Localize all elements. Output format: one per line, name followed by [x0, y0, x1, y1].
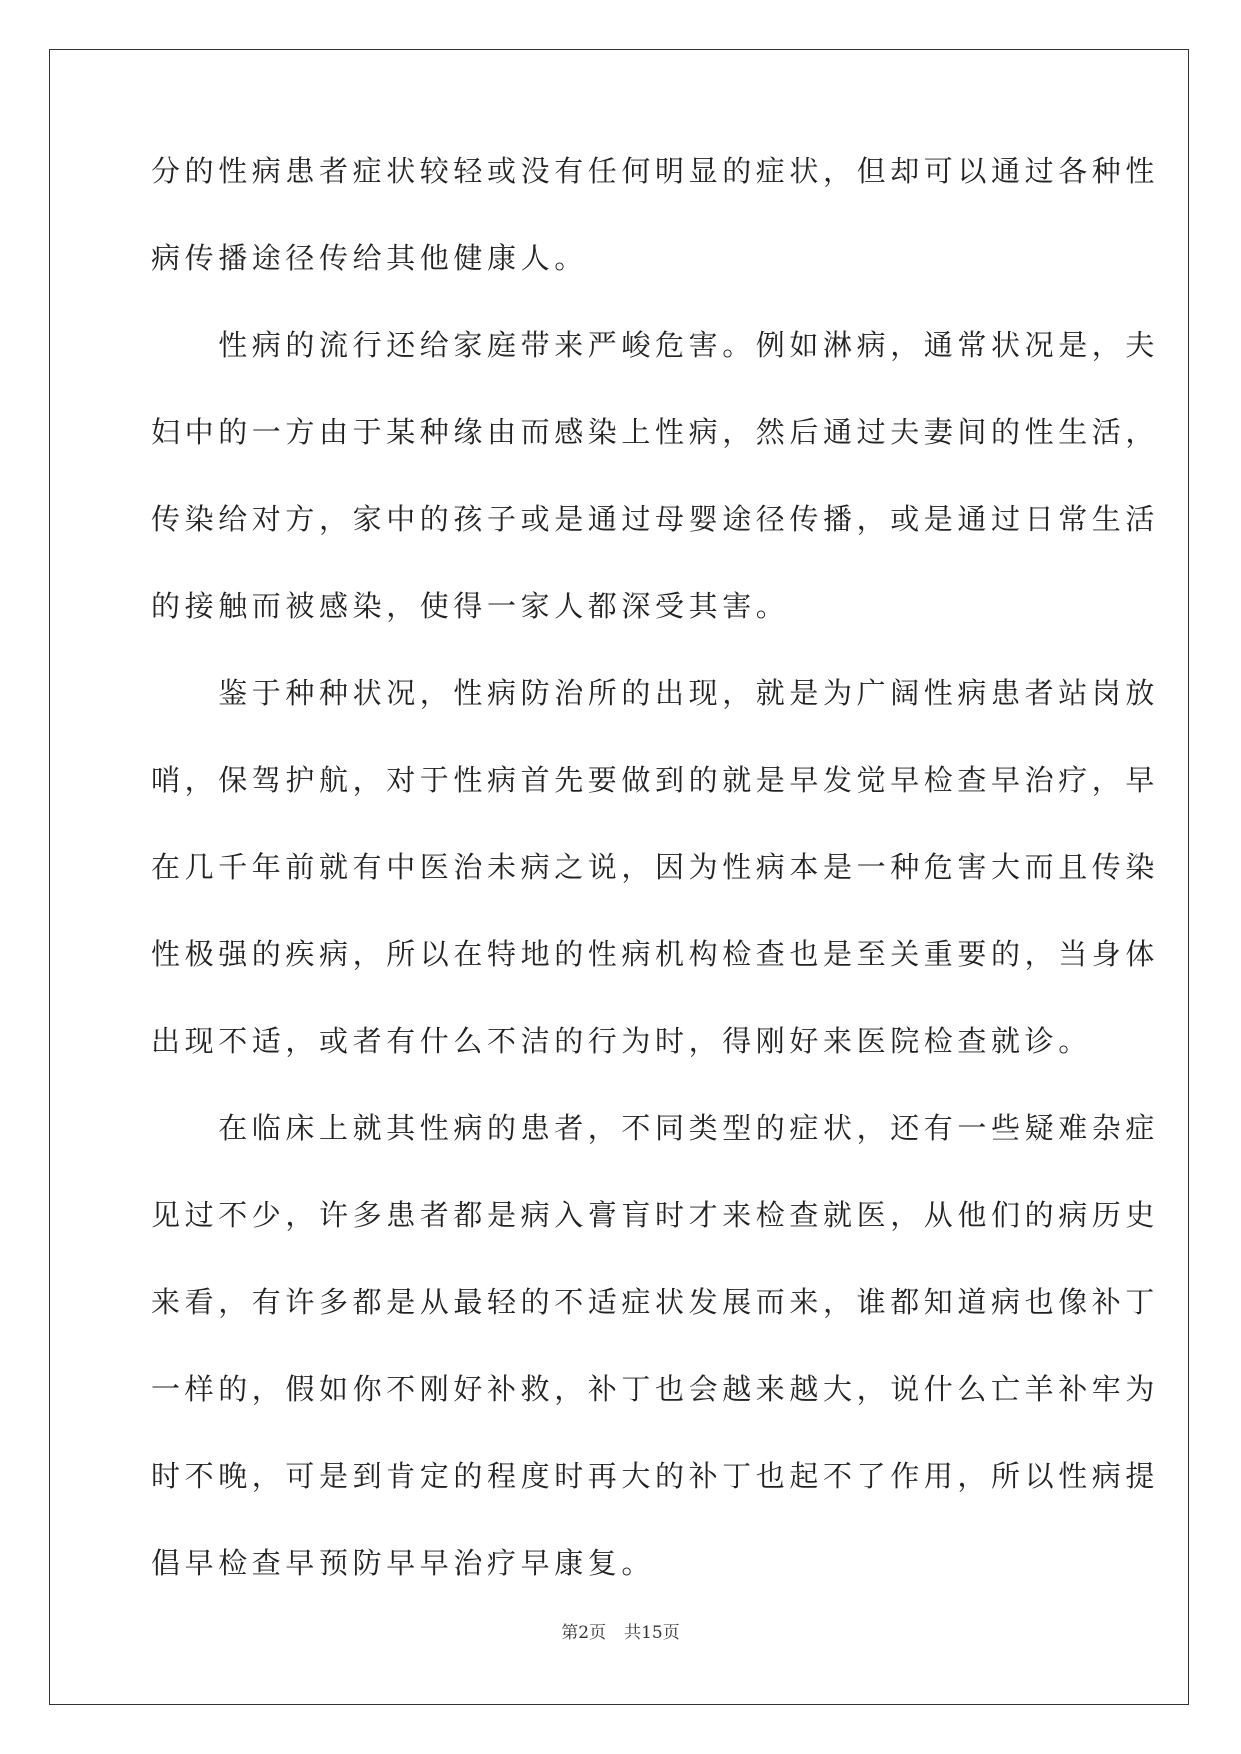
text-line: 在临床上就其性病的患者，不同类型的症状，还有一些疑难杂症 [151, 1111, 1160, 1145]
page-total: 共15页 [624, 1623, 680, 1643]
paragraph-3 [151, 672, 1160, 1107]
text-line: 性病的流行还给家庭带来严峻危害。例如淋病，通常状况是，夫 [151, 328, 1160, 362]
text-line: 哨，保驾护航，对于性病首先要做到的就是早发觉早检查早治疗，早 [151, 763, 1160, 797]
text-line: 分的性病患者症状较轻或没有任何明显的症状，但却可以通过各种性 [151, 154, 1160, 188]
text-line: 性极强的疾病，所以在特地的性病机构检查也是至关重要的，当身体 [151, 937, 1160, 971]
page-footer [0, 1618, 1241, 1643]
text-line: 病传播途径传给其他健康人。 [151, 241, 588, 275]
text-line: 传染给对方，家中的孩子或是通过母婴途径传播，或是通过日常生活 [151, 502, 1160, 536]
text-line: 鉴于种种状况，性病防治所的出现，就是为广阔性病患者站岗放 [151, 676, 1160, 710]
text-line: 时不晚，可是到肯定的程度时再大的补丁也起不了作用，所以性病提 [151, 1459, 1160, 1493]
document-body [151, 150, 1160, 1585]
text-line: 来看，有许多都是从最轻的不适症状发展而来，谁都知道病也像补丁 [151, 1285, 1160, 1319]
paragraph-1 [151, 150, 1160, 324]
paragraph-4 [151, 1107, 1160, 1585]
text-line: 出现不适，或者有什么不洁的行为时，得刚好来医院检查就诊。 [151, 1024, 1092, 1058]
page-number: 第2页 [561, 1623, 607, 1643]
text-line: 的接触而被感染，使得一家人都深受其害。 [151, 589, 790, 623]
text-line: 倡早检查早预防早早治疗早康复。 [151, 1546, 656, 1580]
text-line: 妇中的一方由于某种缘由而感染上性病，然后通过夫妻间的性生活， [151, 415, 1160, 449]
paragraph-2 [151, 324, 1160, 672]
text-line: 在几千年前就有中医治未病之说，因为性病本是一种危害大而且传染 [151, 850, 1160, 884]
text-line: 一样的，假如你不刚好补救，补丁也会越来越大，说什么亡羊补牢为 [151, 1372, 1160, 1406]
text-line: 见过不少，许多患者都是病入膏肓时才来检查就医，从他们的病历史 [151, 1198, 1160, 1232]
